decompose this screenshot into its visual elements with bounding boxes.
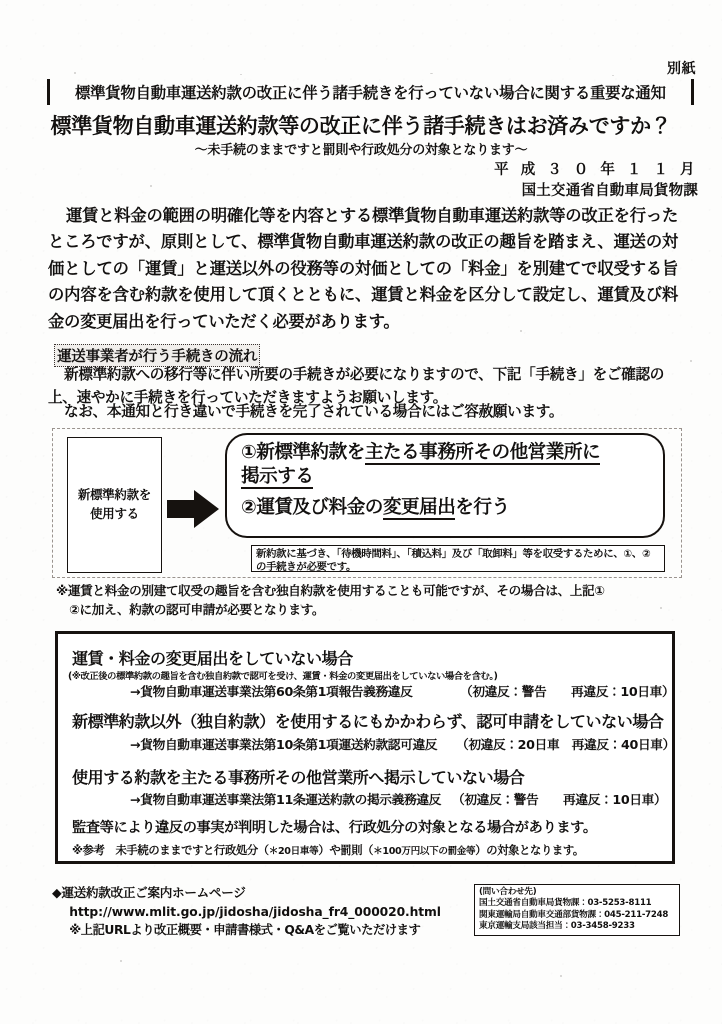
flow-step-1-emphasis-2: 掲示する <box>241 466 314 488</box>
penalty-rule-3: →貨物自動車運送事業法第11条運送約款の掲示義務違反 <box>130 792 441 807</box>
banner-notice-text: 標準貨物自動車運送約款の改正に伴う諸手続きを行っていない場合に関する重要な通知 <box>75 84 666 102</box>
penalty-sanction-1: （初違反：警告 再違反：10日車） <box>460 684 675 699</box>
flow-note-box <box>251 545 665 572</box>
flow-section-heading: 運送事業者が行う手続きの流れ <box>54 344 260 367</box>
footer-site-title: ◆運送約款改正ご案内ホームページ <box>52 885 246 900</box>
intro-paragraph: 運賃と料金の範囲の明確化等を内容とする標準貨物自動車運送約款等の改正を行ったところですが、原則として、標準貨物自動車運送約款の改正の趣旨を踏まえ、運送の対価としての「運賃」と運送以外の役務等の対価としての「料金」を別建てで収受する旨の内容を含む約款を使用して頂くとともに、運賃と料金を区分して設定し、運賃及び料金の変更届出を行っていただく必要があります。 <box>48 206 678 331</box>
flow-star-note-line-1: ※運賃と料金の別建て収受の趣旨を含む独自約款を使用することも可能ですが、その場合は、上記① <box>56 583 605 598</box>
flow-step-2-prefix: ②運賃及び料金の <box>241 497 383 519</box>
penalty-sanction-3: （初違反：警告 再違反：10日車） <box>452 792 667 807</box>
flow-paragraph-1: 新標準約款への移行等に伴い所要の手続きが必要になりますので、下記「手続き」をご確認の上、速やかに手続きを行っていただきますようお願いします。 <box>48 366 665 407</box>
flow-steps-box <box>225 433 665 538</box>
contact-line-3: 東京運輸支局該当担当：03-3458-9233 <box>479 921 635 932</box>
penalty-case-1: 運賃・料金の変更届出をしていない場合 <box>72 649 353 668</box>
contact-info-box <box>474 884 680 936</box>
penalties-reference-small-1: ＊20日車等 <box>268 846 319 857</box>
scan-speckle <box>520 330 522 332</box>
penalty-subnote-1: (※改正後の標準約款の趣旨を含む独自約款で認可を受け、運賃・料金の変更届出をしていない場合を含む。) <box>68 671 498 682</box>
scan-speckle <box>300 604 302 606</box>
footer-url[interactable]: http://www.mlit.go.jp/jidosha/jidosha_fr4_000020.html <box>69 904 441 919</box>
penalties-reference-mid: ）や罰則（ <box>318 844 374 857</box>
flow-star-note <box>56 582 684 620</box>
flow-paragraph-2: なお、本通知と行き違いで手続きを完了されている場合にはご容赦願います。 <box>64 403 564 420</box>
flow-diagram <box>52 428 682 578</box>
scan-speckle <box>74 72 76 74</box>
issuer-block <box>494 160 698 202</box>
footer-url-note: ※上記URLより改正概要・申請書様式・Q&Aをご覧いただけます <box>69 922 421 937</box>
scan-speckle <box>690 360 692 362</box>
page-subtitle: ～未手続のままですと罰則や行政処分の対象となります～ <box>194 143 528 158</box>
flow-step-1-prefix: ①新標準約款を <box>241 442 365 463</box>
contact-header: (問い合わせ先) <box>479 887 537 897</box>
scan-speckle <box>430 73 433 74</box>
right-arrow-icon <box>167 489 219 529</box>
page-title: 標準貨物自動車運送約款等の改正に伴う諸手続きはお済みですか？ <box>50 114 672 138</box>
banner-notice-box <box>47 79 694 105</box>
flow-source-line-2: 使用する <box>90 506 139 521</box>
scan-speckle <box>660 607 662 609</box>
attachment-marker: 別紙 <box>667 61 696 77</box>
flow-step-2 <box>241 496 651 520</box>
penalty-case-2: 新標準約款以外（独自約款）を使用するにもかかわらず、認可申請をしていない場合 <box>72 712 664 731</box>
penalties-reference-prefix: ※参考 未手続のままですと行政処分（ <box>72 844 269 857</box>
penalty-rule-2: →貨物自動車運送事業法第10条第1項運送約款認可違反 <box>130 737 438 752</box>
flow-note-line-2: の手続きが必要です。 <box>256 561 357 573</box>
penalties-box <box>55 631 675 864</box>
contact-line-1: 国土交通省自動車局貨物課：03-5253-8111 <box>479 898 652 909</box>
flow-step-2-emphasis: 変更届出 <box>382 497 456 519</box>
flow-source-line-1: 新標準約款を <box>77 487 152 503</box>
scan-speckle <box>120 960 122 962</box>
scan-speckle <box>240 74 242 75</box>
penalty-rule-1: →貨物自動車運送事業法第60条第1項報告義務違反 <box>130 684 413 699</box>
flow-step-1 <box>241 441 651 489</box>
flow-step-2-suffix: を行う <box>455 497 510 519</box>
scan-speckle <box>560 975 562 977</box>
footer-website-block <box>52 884 441 939</box>
penalties-reference-suffix: ）の対象となります。 <box>475 844 584 857</box>
flow-star-note-line-2: ②に加え、約款の認可申請が必要となります。 <box>69 601 325 617</box>
flow-step-1-emphasis: 主たる事務所その他営業所に <box>364 442 601 463</box>
penalty-case-3: 使用する約款を主たる事務所その他営業所へ掲示していない場合 <box>72 768 525 787</box>
penalty-sanction-2: （初違反：20日車 再違反：40日車） <box>456 737 675 752</box>
penalties-reference-small-2: ＊100万円以下の罰金等 <box>373 846 476 857</box>
flow-note-line-1: 新約款に基づき、「待機時間料」、「積込料」及び「取卸料」等を収受するために、①、② <box>256 548 651 560</box>
scan-speckle <box>612 75 614 76</box>
issue-date: 平 成 ３ ０ 年 １ １ 月 <box>494 162 698 178</box>
flow-source-box <box>67 437 162 573</box>
contact-line-2: 関東運輸局自動車交通部貨物課：045-211-7248 <box>479 909 669 920</box>
scan-speckle <box>150 185 152 187</box>
issuer-name: 国土交通省自動車局貨物課 <box>521 183 698 200</box>
penalties-conclusion: 監査等により違反の事実が判明した場合は、行政処分の対象となる場合があります。 <box>72 820 597 836</box>
penalties-reference <box>72 842 584 858</box>
